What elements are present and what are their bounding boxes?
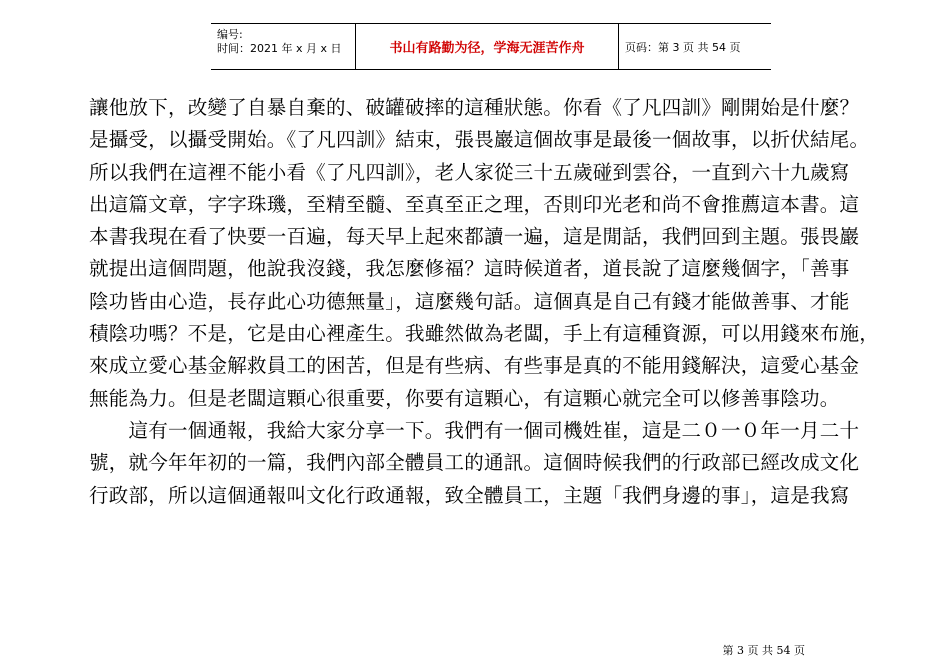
- body-line: 號，就今年年初的一篇，我們內部全體員工的通訊。這個時候我們的行政部已經改成文化: [89, 451, 860, 475]
- body-line: 行政部，所以這個通報叫文化行政通報，致全體員工，主題「我們身邊的事」，這是我寫: [89, 483, 850, 507]
- body-line: 是攝受，以攝受開始。《了凡四訓》結束，張畏巖這個故事是最後一個故事，以折伏結尾。: [89, 128, 870, 152]
- body-line: 來成立愛心基金解救員工的困苦，但是有些病、有些事是真的不能用錢解決，這愛心基金: [89, 354, 860, 378]
- header-motto: 书山有路勤为径，学海无涯苦作舟: [389, 41, 585, 56]
- header-meta: [217, 28, 342, 56]
- header-page-info: 页码：第 3 页 共 54 页: [625, 40, 741, 54]
- body-line: 陰功皆由心造，長存此心功德無量」，這麼幾句話。這個真是自己有錢才能做善事、才能: [89, 289, 850, 313]
- document-number-label: 编号:: [217, 28, 243, 41]
- document-time-label: 时间：2021 年 x 月 x 日: [217, 42, 342, 55]
- page-header: [211, 23, 771, 70]
- document-body: [89, 92, 899, 512]
- body-line: 本書我現在看了快要一百遍，每天早上起來都讀一遍，這是閒話，我們回到主題。張畏巖: [89, 225, 860, 249]
- body-line: 讓他放下，改變了自暴自棄的、破罐破摔的這種狀態。你看《了凡四訓》剛開始是什麼？: [89, 96, 860, 119]
- body-line: 就提出這個問題，他說我沒錢，我怎麼修福？這時候道者，道長說了這麼幾個字，「善事: [89, 257, 850, 281]
- body-line: 積陰功嗎？不是，它是由心裡產生。我雖然做為老闆，手上有這種資源，可以用錢來布施，: [89, 322, 880, 346]
- body-line: 出這篇文章，字字珠璣，至精至髓、至真至正之理，否則印光老和尚不會推薦這本書。這: [89, 192, 860, 216]
- body-line: 所以我們在這裡不能小看《了凡四訓》，老人家從三十五歲碰到雲谷，一直到六十九歲寫: [89, 160, 850, 184]
- body-line: 這有一個通報，我給大家分享一下。我們有一個司機姓崔，這是二０一０年一月二十: [89, 418, 860, 442]
- page-footer: 第 3 页 共 54 页: [722, 644, 805, 657]
- header-divider: [618, 24, 619, 69]
- body-line: 無能為力。但是老闆這顆心很重要，你要有這顆心，有這顆心就完全可以修善事陰功。: [89, 386, 840, 410]
